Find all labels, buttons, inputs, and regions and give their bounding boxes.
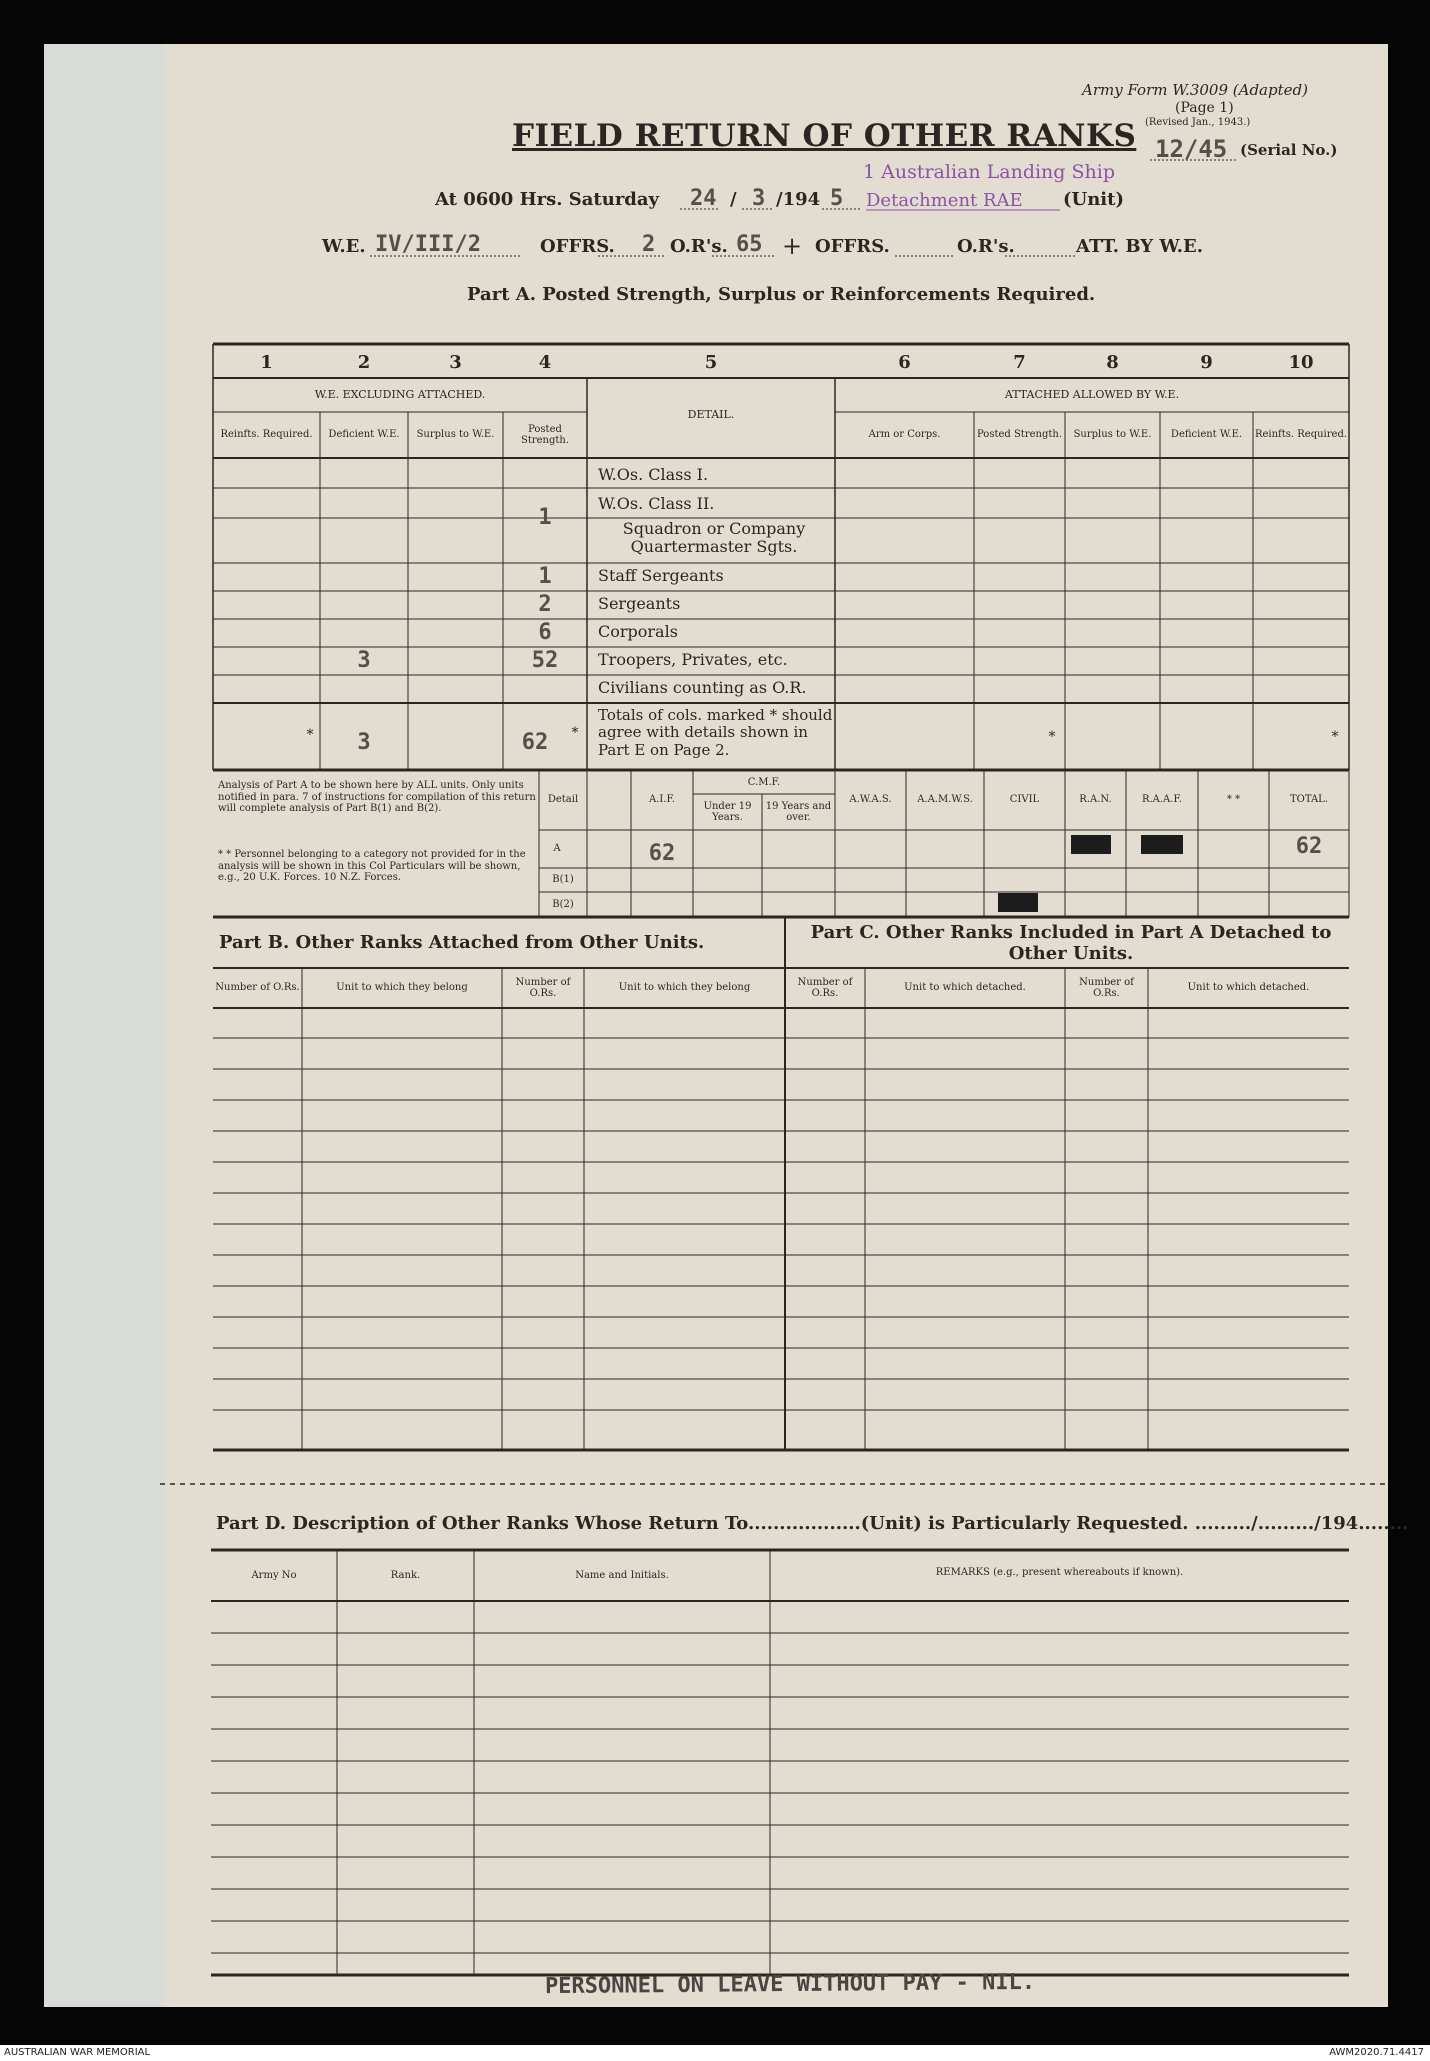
analysis-row-b1: B(1) — [552, 874, 574, 886]
analysis-awas-header: A.W.A.S. — [849, 794, 892, 806]
analysis-total-header: TOTAL. — [1289, 794, 1329, 806]
serial-number-label: (Serial No.) — [1240, 141, 1338, 159]
col-number-1: 1 — [260, 351, 273, 373]
col-number-7: 7 — [1013, 351, 1026, 373]
analysis-cmf-header: C.M.F. — [747, 777, 781, 789]
header-reinfts-required: Reinfts. Required. — [220, 429, 313, 441]
header-att-reinfts: Reinfts. Required. — [1254, 429, 1348, 441]
year-prefix: /194 — [776, 189, 821, 210]
ors-label: O.R's. — [670, 236, 728, 257]
redaction-ran — [1071, 835, 1111, 854]
analysis-19over-header: 19 Years and over. — [765, 800, 832, 823]
row-detail-totals: Totals of cols. marked * should agree with details shown in Part E on Page 2. — [598, 706, 833, 759]
offrs-att-label: OFFRS. — [815, 236, 890, 257]
analysis-aif-header: A.I.F. — [648, 794, 676, 806]
unit-value: Detachment RAE — [866, 190, 1023, 211]
analysis-total-a: 62 — [1295, 834, 1323, 860]
we-value: IV/III/2 — [375, 232, 481, 257]
redaction-civil — [998, 893, 1038, 912]
col-number-5: 5 — [704, 351, 718, 373]
posted-privates: 52 — [531, 648, 559, 674]
analysis-ran-header: R.A.N. — [1079, 794, 1112, 806]
analysis-aamws-header: A.A.M.W.S. — [917, 794, 973, 806]
part-b-number-header-1: Number of O.Rs. — [215, 982, 300, 994]
col-number-9: 9 — [1200, 351, 1213, 373]
ors-att-label: O.R's. — [957, 236, 1015, 257]
analysis-aif-a: 62 — [648, 841, 676, 867]
posted-corporals: 6 — [538, 620, 552, 646]
col-number-2: 2 — [357, 351, 371, 373]
row-detail-staff-sgt: Staff Sergeants — [598, 566, 724, 585]
part-b-unit-header-1: Unit to which they belong — [336, 982, 468, 994]
part-c-unit-header-2: Unit to which detached. — [1187, 982, 1310, 994]
ors-value: 65 — [736, 232, 763, 257]
analysis-under19-header: Under 19 Years. — [703, 800, 752, 823]
footer-accession: AWM2020.71.4417 — [1329, 2047, 1424, 2058]
col-number-10: 10 — [1288, 351, 1314, 373]
col-number-3: 3 — [449, 351, 462, 373]
part-a-title: Part A. Posted Strength, Surplus or Reinforcements Required. — [467, 284, 1096, 305]
analysis-note-1: Analysis of Part A to be shown here by ALL units. Only units notified in para. 7 of instructions for compilation of this return will complete analysis of Part B(1) and B(2). — [218, 780, 536, 814]
part-d-rank-header: Rank. — [390, 1570, 421, 1582]
unit-label: (Unit) — [1063, 189, 1124, 210]
analysis-raaf-header: R.A.A.F. — [1141, 794, 1183, 806]
total-posted: 62 — [521, 730, 549, 756]
part-b-number-header-2: Number of O.Rs. — [515, 976, 571, 999]
we-label: W.E. — [322, 236, 366, 257]
redaction-raaf — [1141, 835, 1183, 854]
total-star-10: * — [1331, 728, 1339, 745]
archive-footer — [0, 2045, 1430, 2061]
serial-number-value: 12/45 — [1155, 135, 1228, 163]
total-star-4: * — [571, 724, 579, 741]
row-detail-cqms: Squadron or Company Quartermaster Sgts. — [622, 519, 806, 556]
analysis-row-a: A — [553, 843, 561, 855]
footer-institution: AUSTRALIAN WAR MEMORIAL — [4, 2047, 151, 2058]
analysis-row-b2: B(2) — [552, 898, 574, 910]
part-d-title: Part D. Description of Other Ranks Whose Return To..................(Unit) is Particularly Requested. ........./........./194........ — [216, 1513, 1409, 1534]
part-c-title: Part C. Other Ranks Included in Part A Detached to Other Units. — [810, 922, 1332, 964]
part-c-number-header-1: Number of O.Rs. — [797, 976, 853, 999]
part-b-unit-header-2: Unit to which they belong — [618, 982, 751, 994]
posted-sergeants: 2 — [538, 592, 552, 618]
part-c-unit-header-1: Unit to which detached. — [904, 982, 1026, 994]
form-id: Army Form W.3009 (Adapted) — [1082, 81, 1308, 99]
att-label: ATT. BY W.E. — [1076, 236, 1204, 257]
page-number: (Page 1) — [1175, 100, 1234, 116]
header-att-surplus: Surplus to W.E. — [1073, 429, 1152, 441]
col-number-6: 6 — [898, 351, 911, 373]
row-detail-civilians: Civilians counting as O.R. — [598, 678, 807, 697]
header-surplus-we: Surplus to W.E. — [416, 429, 495, 441]
offrs-label: OFFRS. — [540, 236, 615, 257]
left-group-header: W.E. EXCLUDING ATTACHED. — [314, 387, 486, 401]
page-title: FIELD RETURN OF OTHER RANKS — [512, 118, 1137, 154]
month-value: 3 — [752, 186, 766, 211]
day-value: 24 — [690, 186, 717, 211]
part-d-name-header: Name and Initials. — [575, 1570, 669, 1582]
date-slash: / — [730, 189, 737, 210]
revised-date: (Revised Jan., 1943.) — [1145, 117, 1251, 128]
header-att-posted-strength: Posted Strength. — [976, 429, 1063, 441]
part-b-title: Part B. Other Ranks Attached from Other Units. — [219, 932, 705, 953]
header-att-deficient: Deficient W.E. — [1170, 429, 1243, 441]
part-c-number-header-2: Number of O.Rs. — [1079, 976, 1134, 999]
row-detail-privates: Troopers, Privates, etc. — [598, 650, 788, 669]
right-group-header: ATTACHED ALLOWED BY W.E. — [1004, 387, 1180, 401]
total-deficient: 3 — [357, 730, 371, 756]
total-star-7: * — [1048, 728, 1056, 745]
col-number-8: 8 — [1106, 351, 1119, 373]
offrs-value: 2 — [642, 232, 656, 257]
time-label: At 0600 Hrs. Saturday — [435, 189, 660, 210]
analysis-other-header: * * — [1226, 794, 1241, 806]
analysis-detail-header: Detail — [547, 794, 579, 806]
row-detail-wo2: W.Os. Class II. — [598, 494, 715, 513]
analysis-civil-header: CIVIL — [1009, 794, 1040, 806]
total-star-1: * — [306, 726, 314, 743]
row-detail-wo1: W.Os. Class I. — [598, 465, 709, 484]
posted-wo2: 1 — [538, 505, 552, 531]
row-detail-corporals: Corporals — [598, 622, 678, 641]
header-deficient-we: Deficient W.E. — [328, 429, 400, 441]
part-d-remarks-header: REMARKS (e.g., present whereabouts if known). — [935, 1567, 1184, 1579]
header-arm-corps: Arm or Corps. — [868, 429, 941, 441]
row-detail-sergeants: Sergeants — [598, 594, 681, 613]
header-posted-strength: Posted Strength. — [520, 423, 570, 446]
deficient-privates: 3 — [357, 648, 371, 674]
col-number-4: 4 — [538, 351, 552, 373]
detail-header: DETAIL. — [687, 407, 735, 421]
posted-staff-sgt: 1 — [538, 564, 552, 590]
unit-stamp: 1 Australian Landing Ship — [863, 161, 1115, 183]
year-digit: 5 — [830, 186, 844, 211]
plus-sign: + — [782, 232, 803, 260]
analysis-note-2: * * Personnel belonging to a category not provided for in the analysis will be shown in this Col Particulars will be shown, e.g., 20 U.K. Forces. 10 N.Z. Forces. — [218, 849, 526, 883]
leave-stamp: PERSONNEL ON LEAVE WITHOUT PAY - NIL. — [544, 1969, 1036, 2000]
part-d-army-no-header: Army No — [251, 1570, 297, 1582]
